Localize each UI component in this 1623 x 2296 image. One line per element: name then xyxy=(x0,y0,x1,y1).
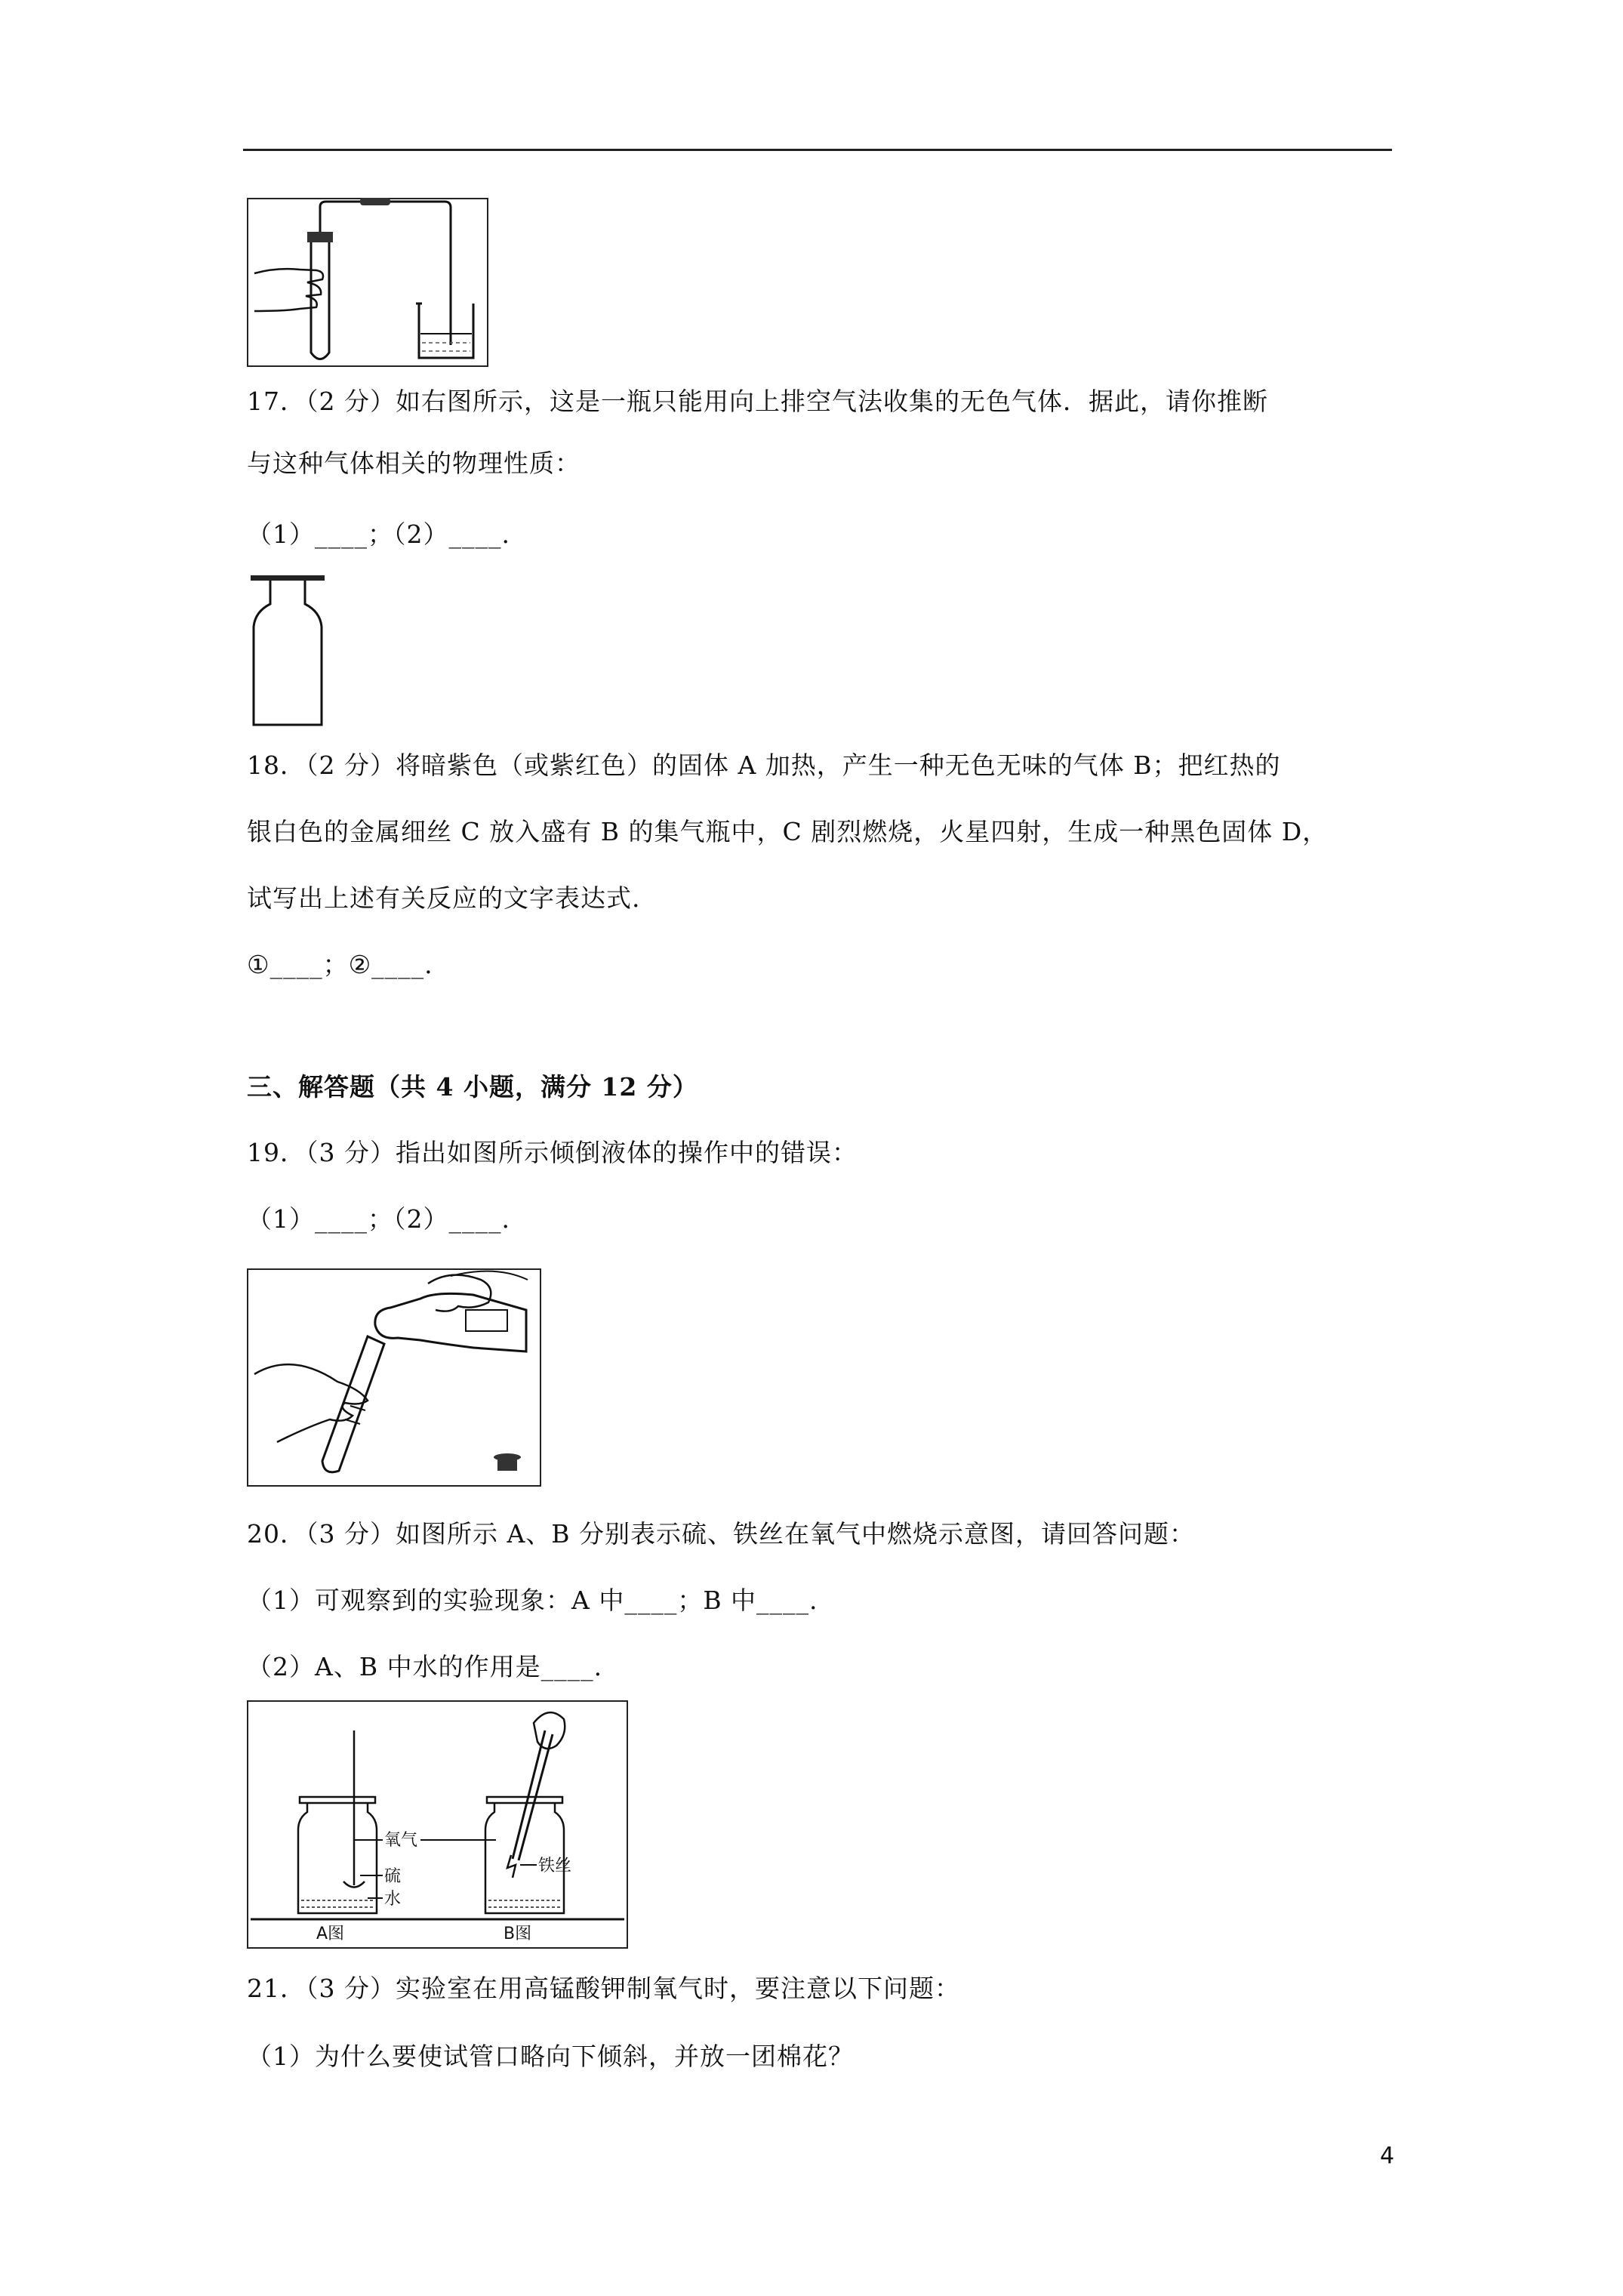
q20-answer-line2: （2）A、B 中水的作用是____. xyxy=(247,1652,603,1681)
label-iron-wire: 铁丝 xyxy=(538,1857,572,1875)
airtightness-check-figure xyxy=(247,198,488,368)
label-fig-b: B图 xyxy=(504,1925,532,1943)
q20-line1: 20．（3 分）如图所示 A、B 分别表示硫、铁丝在氧气中燃烧示意图，请回答问题： xyxy=(247,1519,1196,1549)
page-number: 4 xyxy=(1380,2143,1395,2169)
label-water: 水 xyxy=(384,1890,402,1909)
label-fig-a: A图 xyxy=(316,1925,345,1943)
gas-bottle-figure xyxy=(249,572,328,727)
q18-line3: 试写出上述有关反应的文字表达式. xyxy=(247,883,641,913)
q20-answer-line1: （1）可观察到的实验现象：A 中____；B 中____. xyxy=(247,1586,818,1615)
q19-line1: 19．（3 分）指出如图所示倾倒液体的操作中的错误： xyxy=(247,1138,858,1167)
section-3-heading: 三、解答题（共 4 小题，满分 12 分） xyxy=(247,1072,698,1102)
q18-line2: 银白色的金属细丝 C 放入盛有 B 的集气瓶中，C 剧烈燃烧，火星四射，生成一种黑色固体 D， xyxy=(247,817,1329,846)
q17-line1: 17．（2 分）如右图所示，这是一瓶只能用向上排空气法收集的无色气体．据此，请你推断 xyxy=(247,387,1268,416)
combustion-figure xyxy=(247,1700,628,1949)
header-rule xyxy=(243,149,1392,151)
q17-line2: 与这种气体相关的物理性质： xyxy=(247,448,581,478)
label-oxygen: 氧气 xyxy=(384,1831,418,1850)
q17-answer-line: （1）____；（2）____. xyxy=(247,519,510,549)
q18-answer-line: ①____；②____. xyxy=(247,950,433,979)
label-sulfur: 硫 xyxy=(384,1867,402,1886)
q19-answer-line: （1）____；（2）____. xyxy=(247,1204,510,1234)
q21-line1: 21．（3 分）实验室在用高锰酸钾制氧气时，要注意以下问题： xyxy=(247,1974,960,2003)
q21-line2: （1）为什么要使试管口略向下倾斜，并放一团棉花？ xyxy=(247,2042,854,2071)
q18-line1: 18．（2 分）将暗紫色（或紫红色）的固体 A 加热，产生一种无色无味的气体 B；把红热的 xyxy=(247,750,1281,780)
pouring-liquid-figure xyxy=(247,1268,541,1487)
